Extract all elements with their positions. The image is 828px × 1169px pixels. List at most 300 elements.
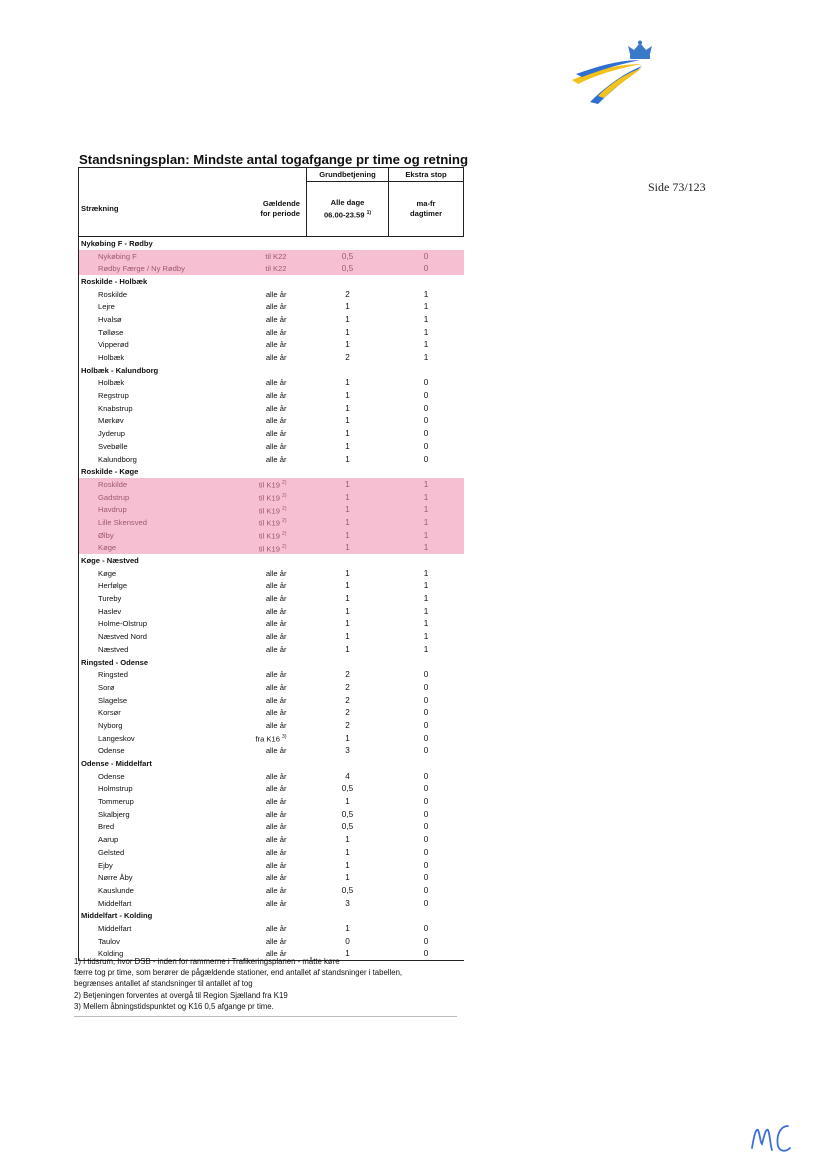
table-row: [79, 440, 464, 453]
extra-stops: 1: [423, 302, 429, 312]
period-text: alle år: [265, 441, 287, 451]
footnote-line: 3) Mellem åbningstidspunktet og K16 0,5 afgange pr time.: [74, 1001, 274, 1011]
base-departures: 1: [345, 873, 350, 883]
station-name: Holbæk: [79, 351, 231, 364]
table-body: [79, 237, 464, 961]
table-row: [79, 821, 464, 834]
period-text: alle år: [265, 632, 287, 642]
period-cell: [231, 630, 307, 643]
extra-stops: 0: [423, 454, 429, 464]
period-cell: [231, 732, 307, 745]
period-cell: [231, 313, 307, 326]
period-cell: [231, 402, 307, 415]
period-cell: [231, 795, 307, 808]
base-departures: 1: [345, 340, 350, 350]
period-cell: [231, 516, 307, 529]
period-text: til K19: [258, 506, 280, 516]
extra-stops: 0: [423, 885, 429, 895]
table-row: [79, 630, 464, 643]
period-cell: [231, 262, 307, 275]
col-header-period: Gældende for periode: [231, 182, 307, 237]
station-name: Tommerup: [79, 795, 231, 808]
station-name: Taulov: [79, 935, 231, 948]
period-text: alle år: [265, 835, 287, 845]
period-cell: [231, 529, 307, 542]
section-header: [79, 237, 464, 250]
base-departures: 1: [345, 594, 350, 604]
base-departures: 1: [345, 391, 350, 401]
period-text: fra K16: [255, 734, 280, 744]
footnote-line: færre tog pr time, som berører de pågældende stationer, end antallet af standsninger i tabellen,: [74, 968, 403, 978]
extra-stops: 0: [423, 923, 429, 933]
table-row: [79, 542, 464, 555]
period-footnote-ref: 2): [282, 543, 287, 550]
period-text: alle år: [265, 898, 287, 908]
base-departures: 2: [345, 708, 350, 718]
extra-stops: 1: [423, 619, 429, 629]
period-text: til K19: [258, 493, 280, 503]
footnote-line: begrænses antallet af standsninger til antallet af tog: [74, 979, 253, 989]
station-name: Ejby: [79, 859, 231, 872]
base-departures: 1: [345, 632, 350, 642]
footnote-line: 1) I tidsrum, hvor DSB - inden for rammerne i Trafikeringsplanen - måtte køre: [74, 957, 340, 966]
period-text: alle år: [265, 860, 287, 870]
table-row: [79, 808, 464, 821]
table-row: [79, 288, 464, 301]
extra-stops: 0: [389, 262, 464, 275]
period-cell: [231, 681, 307, 694]
table-row: [79, 326, 464, 339]
base-departures: 1: [307, 948, 389, 961]
period-text: alle år: [265, 378, 287, 388]
period-cell: [231, 288, 307, 301]
period-cell: [231, 250, 307, 263]
period-cell: [231, 745, 307, 758]
section-title: Odense - Middelfart: [79, 757, 464, 770]
period-text: til K19: [258, 518, 280, 528]
table-row: [79, 516, 464, 529]
station-name: Tølløse: [79, 326, 231, 339]
base-departures: 1: [345, 644, 350, 654]
base-departures: 2: [345, 670, 350, 680]
extra-stops: 0: [423, 835, 429, 845]
base-departures: 1: [345, 441, 350, 451]
station-name: Nørre Åby: [79, 871, 231, 884]
table-row: [79, 618, 464, 631]
period-cell: [231, 770, 307, 783]
period-text: alle år: [265, 581, 287, 591]
table-row: [79, 351, 464, 364]
period-text: alle år: [265, 454, 287, 464]
extra-stops: 0: [423, 695, 429, 705]
table-row: [79, 745, 464, 758]
stopping-plan-table: [78, 167, 464, 961]
footnote-line: 2) Betjeningen forventes at overgå til Region Sjælland fra K19: [74, 990, 288, 1000]
table-row: [79, 732, 464, 745]
period-cell: [231, 503, 307, 516]
period-text: alle år: [265, 771, 287, 781]
table-row: [79, 503, 464, 516]
period-cell: [231, 351, 307, 364]
station-name: Rødby Færge / Ny Rødby: [79, 262, 231, 275]
extra-stops: 0: [423, 378, 429, 388]
extra-stops: 0: [423, 416, 429, 426]
table-row: [79, 719, 464, 732]
period-text: alle år: [265, 314, 287, 324]
station-name: Roskilde: [79, 288, 231, 301]
period-footnote-ref: 2): [282, 518, 287, 525]
base-departures: 0,5: [307, 262, 389, 275]
base-departures: 1: [345, 847, 350, 857]
base-departures: 1: [345, 923, 350, 933]
extra-stops: 0: [423, 797, 429, 807]
station-name: Næstved: [79, 643, 231, 656]
base-departures: 1: [307, 503, 389, 516]
table-row: [79, 580, 464, 593]
base-departures: 1: [345, 797, 350, 807]
station-name: Bred: [79, 821, 231, 834]
base-departures: 1: [345, 835, 350, 845]
extra-stops: 0: [423, 429, 429, 439]
table-row: [79, 783, 464, 796]
period-text: alle år: [265, 885, 287, 895]
station-name: Jyderup: [79, 427, 231, 440]
base-departures: 1: [307, 516, 389, 529]
period-text: til K19: [258, 531, 280, 541]
period-text: alle år: [265, 746, 287, 756]
period-cell: [231, 846, 307, 859]
period-text: alle år: [265, 353, 287, 363]
period-cell: [231, 326, 307, 339]
extra-stops: 1: [423, 644, 429, 654]
base-departures: 1: [345, 429, 350, 439]
extra-stops: 0: [423, 898, 429, 908]
station-name: Roskilde: [79, 478, 231, 491]
station-name: Herfølge: [79, 580, 231, 593]
extra-stops: 0: [423, 847, 429, 857]
period-text: alle år: [265, 594, 287, 604]
base-departures: 1: [307, 529, 389, 542]
period-cell: [231, 897, 307, 910]
base-departures: 1: [345, 606, 350, 616]
period-cell: [231, 567, 307, 580]
station-name: Middelfart: [79, 922, 231, 935]
period-cell: [231, 808, 307, 821]
section-header: [79, 757, 464, 770]
section-header: [79, 364, 464, 377]
period-cell: [231, 935, 307, 948]
section-header: [79, 656, 464, 669]
table-row: [79, 922, 464, 935]
period-cell: [231, 821, 307, 834]
period-cell: [231, 643, 307, 656]
base-departures: 1: [345, 416, 350, 426]
logo-icon: [568, 40, 662, 112]
page-title: Standsningsplan: Mindste antal togafgange pr time og retning: [79, 152, 469, 167]
signature-mark: [748, 1118, 794, 1158]
station-name: Tureby: [79, 592, 231, 605]
period-cell: [231, 605, 307, 618]
period-cell: [231, 706, 307, 719]
base-departures: 2: [345, 720, 350, 730]
base-departures: 1: [345, 327, 350, 337]
period-footnote-ref: 3): [282, 733, 287, 740]
base-departures: 0,5: [341, 822, 354, 832]
base-departures: 1: [345, 860, 350, 870]
period-footnote-ref: 2): [282, 480, 287, 487]
col-header-base: Alle dage 06.00-23.59 $^{1)}$: [307, 182, 389, 237]
period-cell: [231, 440, 307, 453]
station-name: Havdrup: [79, 503, 231, 516]
table-group-header: [79, 168, 464, 182]
station-name: Vipperød: [79, 339, 231, 352]
base-departures: 1: [307, 542, 389, 555]
extra-stops: 0: [423, 771, 429, 781]
period-cell: [231, 339, 307, 352]
period-text: alle år: [265, 391, 287, 401]
base-departures: 2: [345, 682, 350, 692]
table-row: [79, 250, 464, 263]
extra-stops: 1: [423, 568, 429, 578]
period-text: alle år: [265, 403, 287, 413]
period-cell: [231, 884, 307, 897]
footnote-divider: [74, 1016, 457, 1017]
page-number: Side 73/123: [648, 180, 706, 194]
base-departures: 1: [345, 568, 350, 578]
table-row: [79, 427, 464, 440]
base-departures: 2: [345, 353, 350, 363]
section-header: [79, 909, 464, 922]
table-row: [79, 453, 464, 466]
table-column-header: [79, 182, 464, 237]
base-departures: 3: [345, 746, 350, 756]
section-title: Roskilde - Holbæk: [79, 275, 464, 288]
extra-stops: 1: [423, 340, 429, 350]
station-name: Hvalsø: [79, 313, 231, 326]
period-text: alle år: [265, 289, 287, 299]
period-cell: [231, 542, 307, 555]
table-row: [79, 871, 464, 884]
period-text: alle år: [265, 568, 287, 578]
base-departures: 1: [307, 491, 389, 504]
station-name: Mørkøv: [79, 415, 231, 428]
station-name: Korsør: [79, 706, 231, 719]
table-row: [79, 389, 464, 402]
period-text: til K22: [265, 264, 287, 274]
table-row: [79, 706, 464, 719]
station-name: Svebølle: [79, 440, 231, 453]
table-row: [79, 339, 464, 352]
station-name: Nykøbing F: [79, 250, 231, 263]
period-text: alle år: [265, 720, 287, 730]
period-cell: [231, 871, 307, 884]
base-departures: 1: [345, 733, 350, 743]
table-row: [79, 478, 464, 491]
station-name: Knabstrup: [79, 402, 231, 415]
period-cell: [231, 377, 307, 390]
period-footnote-ref: 2): [282, 505, 287, 512]
extra-stops: 0: [423, 441, 429, 451]
extra-stops: 1: [389, 478, 464, 491]
station-name: Kolding: [79, 948, 231, 961]
section-title: Køge - Næstved: [79, 554, 464, 567]
period-cell: [231, 389, 307, 402]
period-cell: [231, 859, 307, 872]
extra-stops: 0: [423, 860, 429, 870]
table-row: [79, 694, 464, 707]
table-row: [79, 491, 464, 504]
section-header: [79, 554, 464, 567]
period-cell: [231, 668, 307, 681]
station-name: Regstrup: [79, 389, 231, 402]
period-cell: [231, 592, 307, 605]
station-name: Odense: [79, 770, 231, 783]
station-name: Lille Skensved: [79, 516, 231, 529]
table-row: [79, 605, 464, 618]
base-departures: 1: [307, 478, 389, 491]
extra-stops: 0: [423, 708, 429, 718]
section-title: Roskilde - Køge: [79, 465, 464, 478]
group-header-base: Grundbetjening: [307, 168, 389, 182]
period-text: alle år: [265, 695, 287, 705]
period-cell: [231, 300, 307, 313]
table-row: [79, 643, 464, 656]
extra-stops: 0: [389, 250, 464, 263]
period-text: alle år: [265, 416, 287, 426]
period-text: alle år: [265, 682, 287, 692]
period-text: alle år: [265, 923, 287, 933]
extra-stops: 0: [423, 733, 429, 743]
period-text: alle år: [265, 619, 287, 629]
extra-stops: 1: [423, 314, 429, 324]
period-cell: [231, 719, 307, 732]
col-header-extra: ma-fr dagtimer: [389, 182, 464, 237]
period-text: alle år: [265, 708, 287, 718]
period-cell: [231, 580, 307, 593]
period-cell: [231, 491, 307, 504]
station-name: Skalbjerg: [79, 808, 231, 821]
extra-stops: 0: [423, 809, 429, 819]
base-departures: 1: [345, 378, 350, 388]
extra-stops: 1: [423, 606, 429, 616]
extra-stops: 1: [389, 491, 464, 504]
period-text: alle år: [265, 809, 287, 819]
extra-stops: 0: [423, 936, 429, 946]
station-name: Ølby: [79, 529, 231, 542]
station-name: Nyborg: [79, 719, 231, 732]
station-name: Køge: [79, 542, 231, 555]
table-row: [79, 668, 464, 681]
base-departures: 0: [345, 936, 350, 946]
table-row: [79, 897, 464, 910]
base-departures: 1: [345, 619, 350, 629]
period-text: alle år: [265, 429, 287, 439]
crown-icon: [628, 41, 652, 60]
period-text: alle år: [265, 847, 287, 857]
station-name: Næstved Nord: [79, 630, 231, 643]
period-cell: [231, 783, 307, 796]
base-departures: 3: [345, 898, 350, 908]
base-departures: 2: [345, 695, 350, 705]
period-text: alle år: [265, 936, 287, 946]
period-cell: [231, 453, 307, 466]
table-row: [79, 567, 464, 580]
extra-stops: 1: [423, 581, 429, 591]
extra-stops: 0: [389, 948, 464, 961]
base-departures: 1: [345, 403, 350, 413]
station-name: Holme-Olstrup: [79, 618, 231, 631]
extra-stops: 0: [423, 822, 429, 832]
base-departures: 0,5: [341, 784, 354, 794]
period-text: til K22: [265, 251, 287, 261]
group-header-extra: Ekstra stop: [389, 168, 464, 182]
base-departures: 1: [345, 302, 350, 312]
period-cell: [231, 478, 307, 491]
table-row: [79, 884, 464, 897]
base-departures: 2: [345, 289, 350, 299]
table-row: [79, 795, 464, 808]
extra-stops: 0: [423, 720, 429, 730]
period-cell: [231, 833, 307, 846]
extra-stops: 0: [423, 403, 429, 413]
table-row: [79, 859, 464, 872]
extra-stops: 1: [423, 353, 429, 363]
section-header: [79, 465, 464, 478]
section-title: Holbæk - Kalundborg: [79, 364, 464, 377]
table-row: [79, 300, 464, 313]
extra-stops: 1: [389, 529, 464, 542]
period-cell: [231, 922, 307, 935]
extra-stops: 1: [423, 594, 429, 604]
period-cell: [231, 427, 307, 440]
station-name: Gelsted: [79, 846, 231, 859]
station-name: Slagelse: [79, 694, 231, 707]
station-name: Haslev: [79, 605, 231, 618]
base-departures: 1: [345, 454, 350, 464]
period-text: alle år: [265, 340, 287, 350]
extra-stops: 1: [423, 289, 429, 299]
period-text: alle år: [265, 606, 287, 616]
table-row: [79, 313, 464, 326]
period-text: alle år: [265, 784, 287, 794]
period-text: til K19: [258, 544, 280, 554]
period-footnote-ref: 2): [282, 530, 287, 537]
station-name: Kauslunde: [79, 884, 231, 897]
station-name: Køge: [79, 567, 231, 580]
period-text: alle år: [265, 822, 287, 832]
period-cell: [231, 694, 307, 707]
period-text: alle år: [265, 644, 287, 654]
extra-stops: 0: [423, 784, 429, 794]
section-title: Nykøbing F - Rødby: [79, 237, 464, 250]
base-departures: 0,5: [307, 250, 389, 263]
section-title: Middelfart - Kolding: [79, 909, 464, 922]
base-departures: 0,5: [341, 885, 354, 895]
table-row: [79, 833, 464, 846]
station-name: Kalundborg: [79, 453, 231, 466]
extra-stops: 0: [423, 391, 429, 401]
period-text: alle år: [265, 949, 287, 959]
period-text: til K19: [258, 480, 280, 490]
station-name: Ringsted: [79, 668, 231, 681]
section-header: [79, 275, 464, 288]
station-name: Lejre: [79, 300, 231, 313]
table-row: [79, 681, 464, 694]
period-cell: [231, 618, 307, 631]
station-name: Gadstrup: [79, 491, 231, 504]
period-footnote-ref: 2): [282, 492, 287, 499]
extra-stops: 1: [389, 503, 464, 516]
